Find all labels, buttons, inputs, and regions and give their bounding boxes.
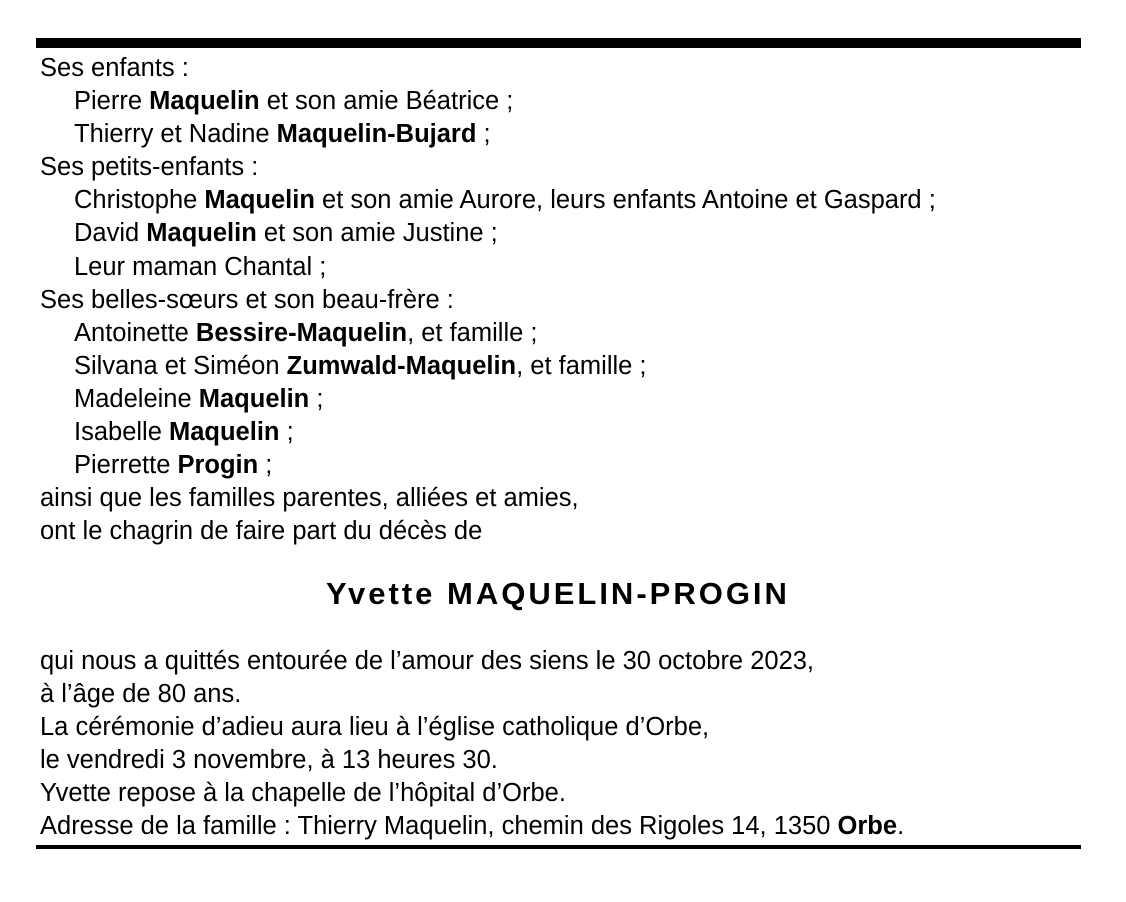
deceased-name: Yvette MAQUELIN-PROGIN (326, 576, 790, 611)
family-line-in5: Pierrette Progin ; (74, 451, 273, 480)
closing-line-1: ainsi que les familles parentes, alliées et amies, (40, 484, 579, 513)
family-line-in4: Isabelle Maquelin ; (74, 418, 294, 447)
detail-line-2: à l’âge de 80 ans. (40, 680, 242, 709)
children-heading: Ses enfants : (40, 54, 189, 82)
surname: Bessire-Maquelin (195, 318, 408, 347)
surname: Maquelin (198, 384, 310, 413)
family-line-child1: Pierre Maquelin et son amie Béatrice ; (74, 87, 514, 116)
address-city: Orbe (837, 812, 898, 841)
surname: Progin (177, 451, 259, 480)
family-line-in1: Antoinette Bessire-Maquelin, et famille ; (74, 318, 538, 347)
detail-line-3: La cérémonie d’adieu aura lieu à l’église catholique d’Orbe, (40, 713, 710, 742)
surname: Maquelin (204, 186, 315, 215)
grandchildren-heading: Ses petits-enfants : (40, 153, 259, 182)
top-rule (36, 38, 1081, 48)
family-line-in3: Madeleine Maquelin ; (74, 384, 324, 413)
detail-line-1: qui nous a quittés entourée de l’amour des siens le 30 octobre 2023, (40, 647, 815, 675)
family-line-gc3: Leur maman Chantal ; (74, 252, 327, 281)
surname: Maquelin-Bujard (276, 120, 477, 149)
surname: Maquelin (168, 418, 280, 447)
family-line-gc1: Christophe Maquelin et son amie Aurore, leurs enfants Antoine et Gaspard ; (74, 186, 936, 215)
surname: Maquelin (146, 219, 257, 248)
ceremony-details (40, 645, 904, 844)
family-line-child2: Thierry et Nadine Maquelin-Bujard ; (74, 120, 491, 149)
surname: Zumwald-Maquelin (286, 351, 517, 380)
family-address: Adresse de la famille : Thierry Maquelin, chemin des Rigoles 14, 1350 Orbe. (40, 812, 905, 841)
detail-line-5: Yvette repose à la chapelle de l’hôpital d’Orbe. (40, 779, 566, 808)
family-line-in2: Silvana et Siméon Zumwald-Maquelin, et famille ; (74, 351, 647, 380)
closing-line-2: ont le chagrin de faire part du décès de (40, 517, 483, 546)
bottom-rule (36, 845, 1081, 849)
surname: Maquelin (149, 87, 260, 116)
family-line-gc2: David Maquelin et son amie Justine ; (74, 219, 498, 248)
detail-line-4: le vendredi 3 novembre, à 13 heures 30. (40, 746, 498, 775)
family-list (40, 52, 936, 548)
inlaws-heading: Ses belles-sœurs et son beau-frère : (40, 285, 454, 314)
